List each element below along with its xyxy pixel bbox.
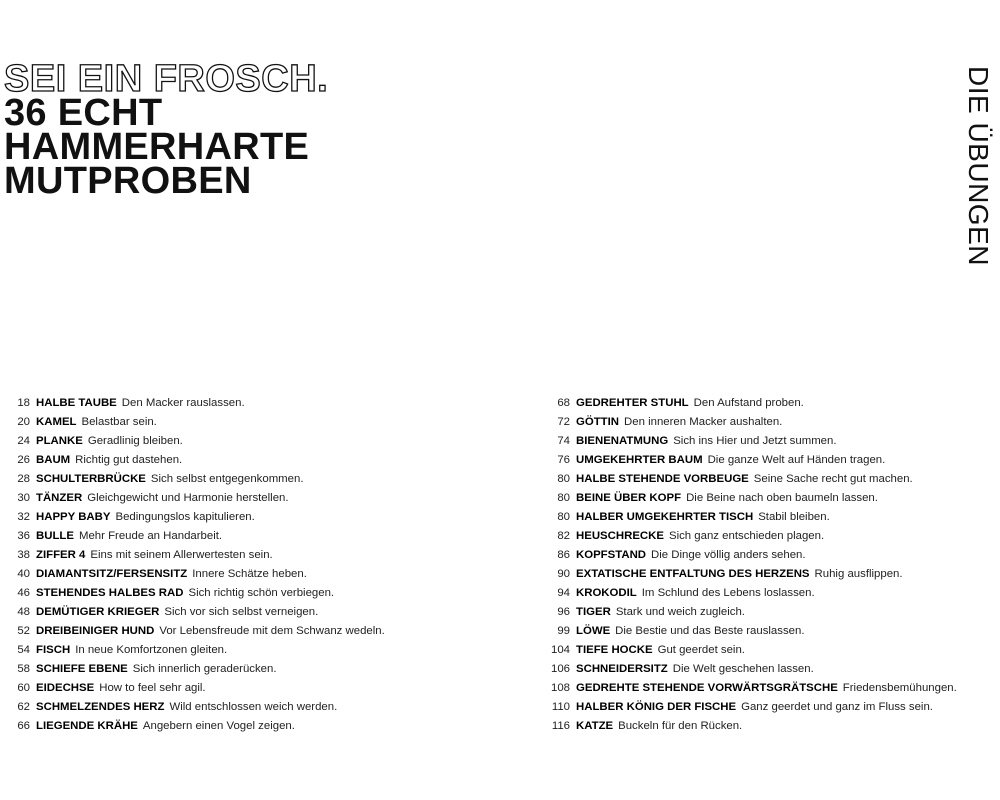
exercise-description: Die Welt geschehen lassen. [672, 663, 814, 675]
page-number: 26 [17, 454, 30, 466]
exercise-name: GEDREHTER STUHL [576, 397, 689, 409]
page-number: 24 [17, 435, 30, 447]
exercise-name: HALBE TAUBE [36, 397, 117, 409]
page-number: 52 [17, 625, 30, 637]
page-number: 104 [550, 644, 570, 656]
exercise-description: Die Beine nach oben baumeln lassen. [686, 492, 878, 504]
list-item [540, 641, 1000, 660]
exercise-description: Sich vor sich selbst verneigen. [164, 606, 319, 618]
page-number: 32 [17, 511, 30, 523]
list-item [540, 584, 1000, 603]
list-item [540, 660, 1000, 679]
page-number: 40 [17, 568, 30, 580]
exercise-name: DEMÜTIGER KRIEGER [36, 606, 160, 618]
page-number: 80 [557, 492, 570, 504]
list-item [0, 546, 520, 565]
page-number: 90 [557, 568, 570, 580]
page-number: 66 [17, 720, 30, 732]
exercise-name: PLANKE [36, 435, 83, 447]
page-number: 74 [557, 435, 570, 447]
page-number: 36 [17, 530, 30, 542]
exercise-description: Stark und weich zugleich. [615, 606, 745, 618]
exercise-name: EXTATISCHE ENTFALTUNG DES HERZENS [576, 568, 810, 580]
page-number: 54 [17, 644, 30, 656]
exercise-description: Eins mit seinem Allerwertesten sein. [90, 549, 273, 561]
exercise-name: KAMEL [36, 416, 77, 428]
exercise-description: Sich innerlich geraderücken. [132, 663, 277, 675]
list-item [0, 698, 520, 717]
list-item [540, 470, 1000, 489]
exercise-description: Richtig gut dastehen. [75, 454, 183, 466]
exercise-name: SCHNEIDERSITZ [576, 663, 668, 675]
list-item [540, 432, 1000, 451]
exercise-description: Mehr Freude an Handarbeit. [78, 530, 223, 542]
list-item [0, 489, 520, 508]
exercise-description: Den inneren Macker aushalten. [624, 416, 783, 428]
list-item [540, 565, 1000, 584]
list-item [540, 394, 1000, 413]
title-line-3: MUTPROBEN [4, 160, 252, 202]
exercise-name: LÖWE [576, 625, 611, 637]
page-number: 18 [17, 397, 30, 409]
page-number: 82 [557, 530, 570, 542]
exercise-name: GÖTTIN [576, 416, 620, 428]
exercise-description: Sich richtig schön verbiegen. [188, 587, 335, 599]
list-item [0, 565, 520, 584]
exercise-name: HAPPY BABY [36, 511, 111, 523]
list-item [0, 641, 520, 660]
page-number: 108 [550, 682, 570, 694]
exercise-name: KATZE [576, 720, 614, 732]
list-item [540, 698, 1000, 717]
page-number: 20 [17, 416, 30, 428]
exercise-description: Geradlinig bleiben. [87, 435, 183, 447]
exercise-name: BULLE [36, 530, 74, 542]
exercise-name: HALBE STEHENDE VORBEUGE [576, 473, 749, 485]
exercise-name: FISCH [36, 644, 71, 656]
list-item [0, 603, 520, 622]
exercise-description: Im Schlund des Lebens loslassen. [641, 587, 815, 599]
list-item [540, 489, 1000, 508]
exercise-description: Gleichgewicht und Harmonie herstellen. [87, 492, 289, 504]
list-item [0, 413, 520, 432]
exercise-description: Stabil bleiben. [758, 511, 830, 523]
page-number: 76 [557, 454, 570, 466]
page-number: 60 [17, 682, 30, 694]
page-number: 30 [17, 492, 30, 504]
exercise-description: Gut geerdet sein. [657, 644, 745, 656]
exercise-name: SCHULTERBRÜCKE [36, 473, 146, 485]
list-item [540, 603, 1000, 622]
exercise-name: TIEFE HOCKE [576, 644, 653, 656]
exercise-name: BIENENATMUNG [576, 435, 669, 447]
list-item [540, 527, 1000, 546]
exercise-name: SCHMELZENDES HERZ [36, 701, 165, 713]
list-item [540, 546, 1000, 565]
exercise-name: GEDREHTE STEHENDE VORWÄRTSGRÄTSCHE [576, 682, 838, 694]
list-item [0, 508, 520, 527]
exercise-name: DREIBEINIGER HUND [36, 625, 155, 637]
exercise-description: Sich ins Hier und Jetzt summen. [673, 435, 837, 447]
exercise-description: In neue Komfortzonen gleiten. [75, 644, 228, 656]
exercise-name: TIGER [576, 606, 611, 618]
page-number: 48 [17, 606, 30, 618]
page-number: 80 [557, 511, 570, 523]
list-item [0, 584, 520, 603]
exercise-description: How to feel sehr agil. [99, 682, 206, 694]
exercise-name: SCHIEFE EBENE [36, 663, 128, 675]
exercise-description: Sich ganz entschieden plagen. [668, 530, 825, 542]
list-item [540, 679, 1000, 698]
exercise-name: EIDECHSE [36, 682, 95, 694]
exercise-description: Belastbar sein. [81, 416, 157, 428]
list-item [0, 470, 520, 489]
exercise-name: UMGEKEHRTER BAUM [576, 454, 703, 466]
page-number: 62 [17, 701, 30, 713]
exercise-description: Seine Sache recht gut machen. [753, 473, 913, 485]
exercise-description: Wild entschlossen weich werden. [169, 701, 338, 713]
list-item [0, 451, 520, 470]
exercise-name: STEHENDES HALBES RAD [36, 587, 184, 599]
exercise-name: BAUM [36, 454, 71, 466]
title-line-1: 36 ECHT [4, 92, 163, 134]
exercise-name: HEUSCHRECKE [576, 530, 664, 542]
list-item [0, 679, 520, 698]
page-number: 38 [17, 549, 30, 561]
exercise-description: Sich selbst entgegenkommen. [150, 473, 304, 485]
exercise-description: Buckeln für den Rücken. [618, 720, 743, 732]
list-item [540, 508, 1000, 527]
page-number: 94 [557, 587, 570, 599]
list-item [0, 660, 520, 679]
title-line-2: HAMMERHARTE [4, 126, 310, 168]
exercise-description: Die Dinge völlig anders sehen. [651, 549, 806, 561]
title-block [4, 58, 329, 202]
page-number: 58 [17, 663, 30, 675]
page-number: 86 [557, 549, 570, 561]
exercise-name: HALBER UMGEKEHRTER TISCH [576, 511, 754, 523]
exercise-description: Bedingungslos kapitulieren. [115, 511, 255, 523]
title-outline-line: SEI EIN FROSCH. [4, 58, 329, 100]
page-number: 68 [557, 397, 570, 409]
page-number: 106 [550, 663, 570, 675]
exercise-description: Ruhig ausflippen. [814, 568, 903, 580]
exercise-description: Vor Lebensfreude mit dem Schwanz wedeln. [159, 625, 385, 637]
exercise-name: LIEGENDE KRÄHE [36, 720, 138, 732]
list-item [540, 451, 1000, 470]
page-number: 96 [557, 606, 570, 618]
list-item [540, 717, 1000, 736]
exercise-list-right [540, 394, 1000, 736]
list-item [0, 622, 520, 641]
exercise-description: Die Bestie und das Beste rauslassen. [615, 625, 805, 637]
exercise-description: Ganz geerdet und ganz im Fluss sein. [741, 701, 933, 713]
list-item [0, 717, 520, 736]
exercise-description: Innere Schätze heben. [192, 568, 307, 580]
exercise-description: Die ganze Welt auf Händen tragen. [707, 454, 886, 466]
side-title: DIE ÜBUNGEN [963, 66, 994, 266]
exercise-description: Den Aufstand proben. [693, 397, 804, 409]
exercise-name: HALBER KÖNIG DER FISCHE [576, 701, 737, 713]
page-number: 46 [17, 587, 30, 599]
exercise-name: ZIFFER 4 [36, 549, 86, 561]
page-number: 72 [557, 416, 570, 428]
list-item [0, 394, 520, 413]
exercise-description: Angebern einen Vogel zeigen. [142, 720, 295, 732]
exercise-description: Friedensbemühungen. [842, 682, 957, 694]
list-item [0, 432, 520, 451]
exercise-name: DIAMANTSITZ/FERSENSITZ [36, 568, 188, 580]
exercise-name: TÄNZER [36, 492, 83, 504]
page-number: 99 [557, 625, 570, 637]
page-number: 80 [557, 473, 570, 485]
list-item [540, 622, 1000, 641]
exercise-name: KROKODIL [576, 587, 637, 599]
list-item [0, 527, 520, 546]
list-item [540, 413, 1000, 432]
exercise-list-left [0, 394, 520, 736]
exercise-name: BEINE ÜBER KOPF [576, 492, 682, 504]
page-number: 116 [551, 720, 570, 732]
page-number: 28 [17, 473, 30, 485]
exercise-name: KOPFSTAND [576, 549, 647, 561]
exercise-description: Den Macker rauslassen. [121, 397, 245, 409]
page-number: 110 [551, 701, 570, 713]
